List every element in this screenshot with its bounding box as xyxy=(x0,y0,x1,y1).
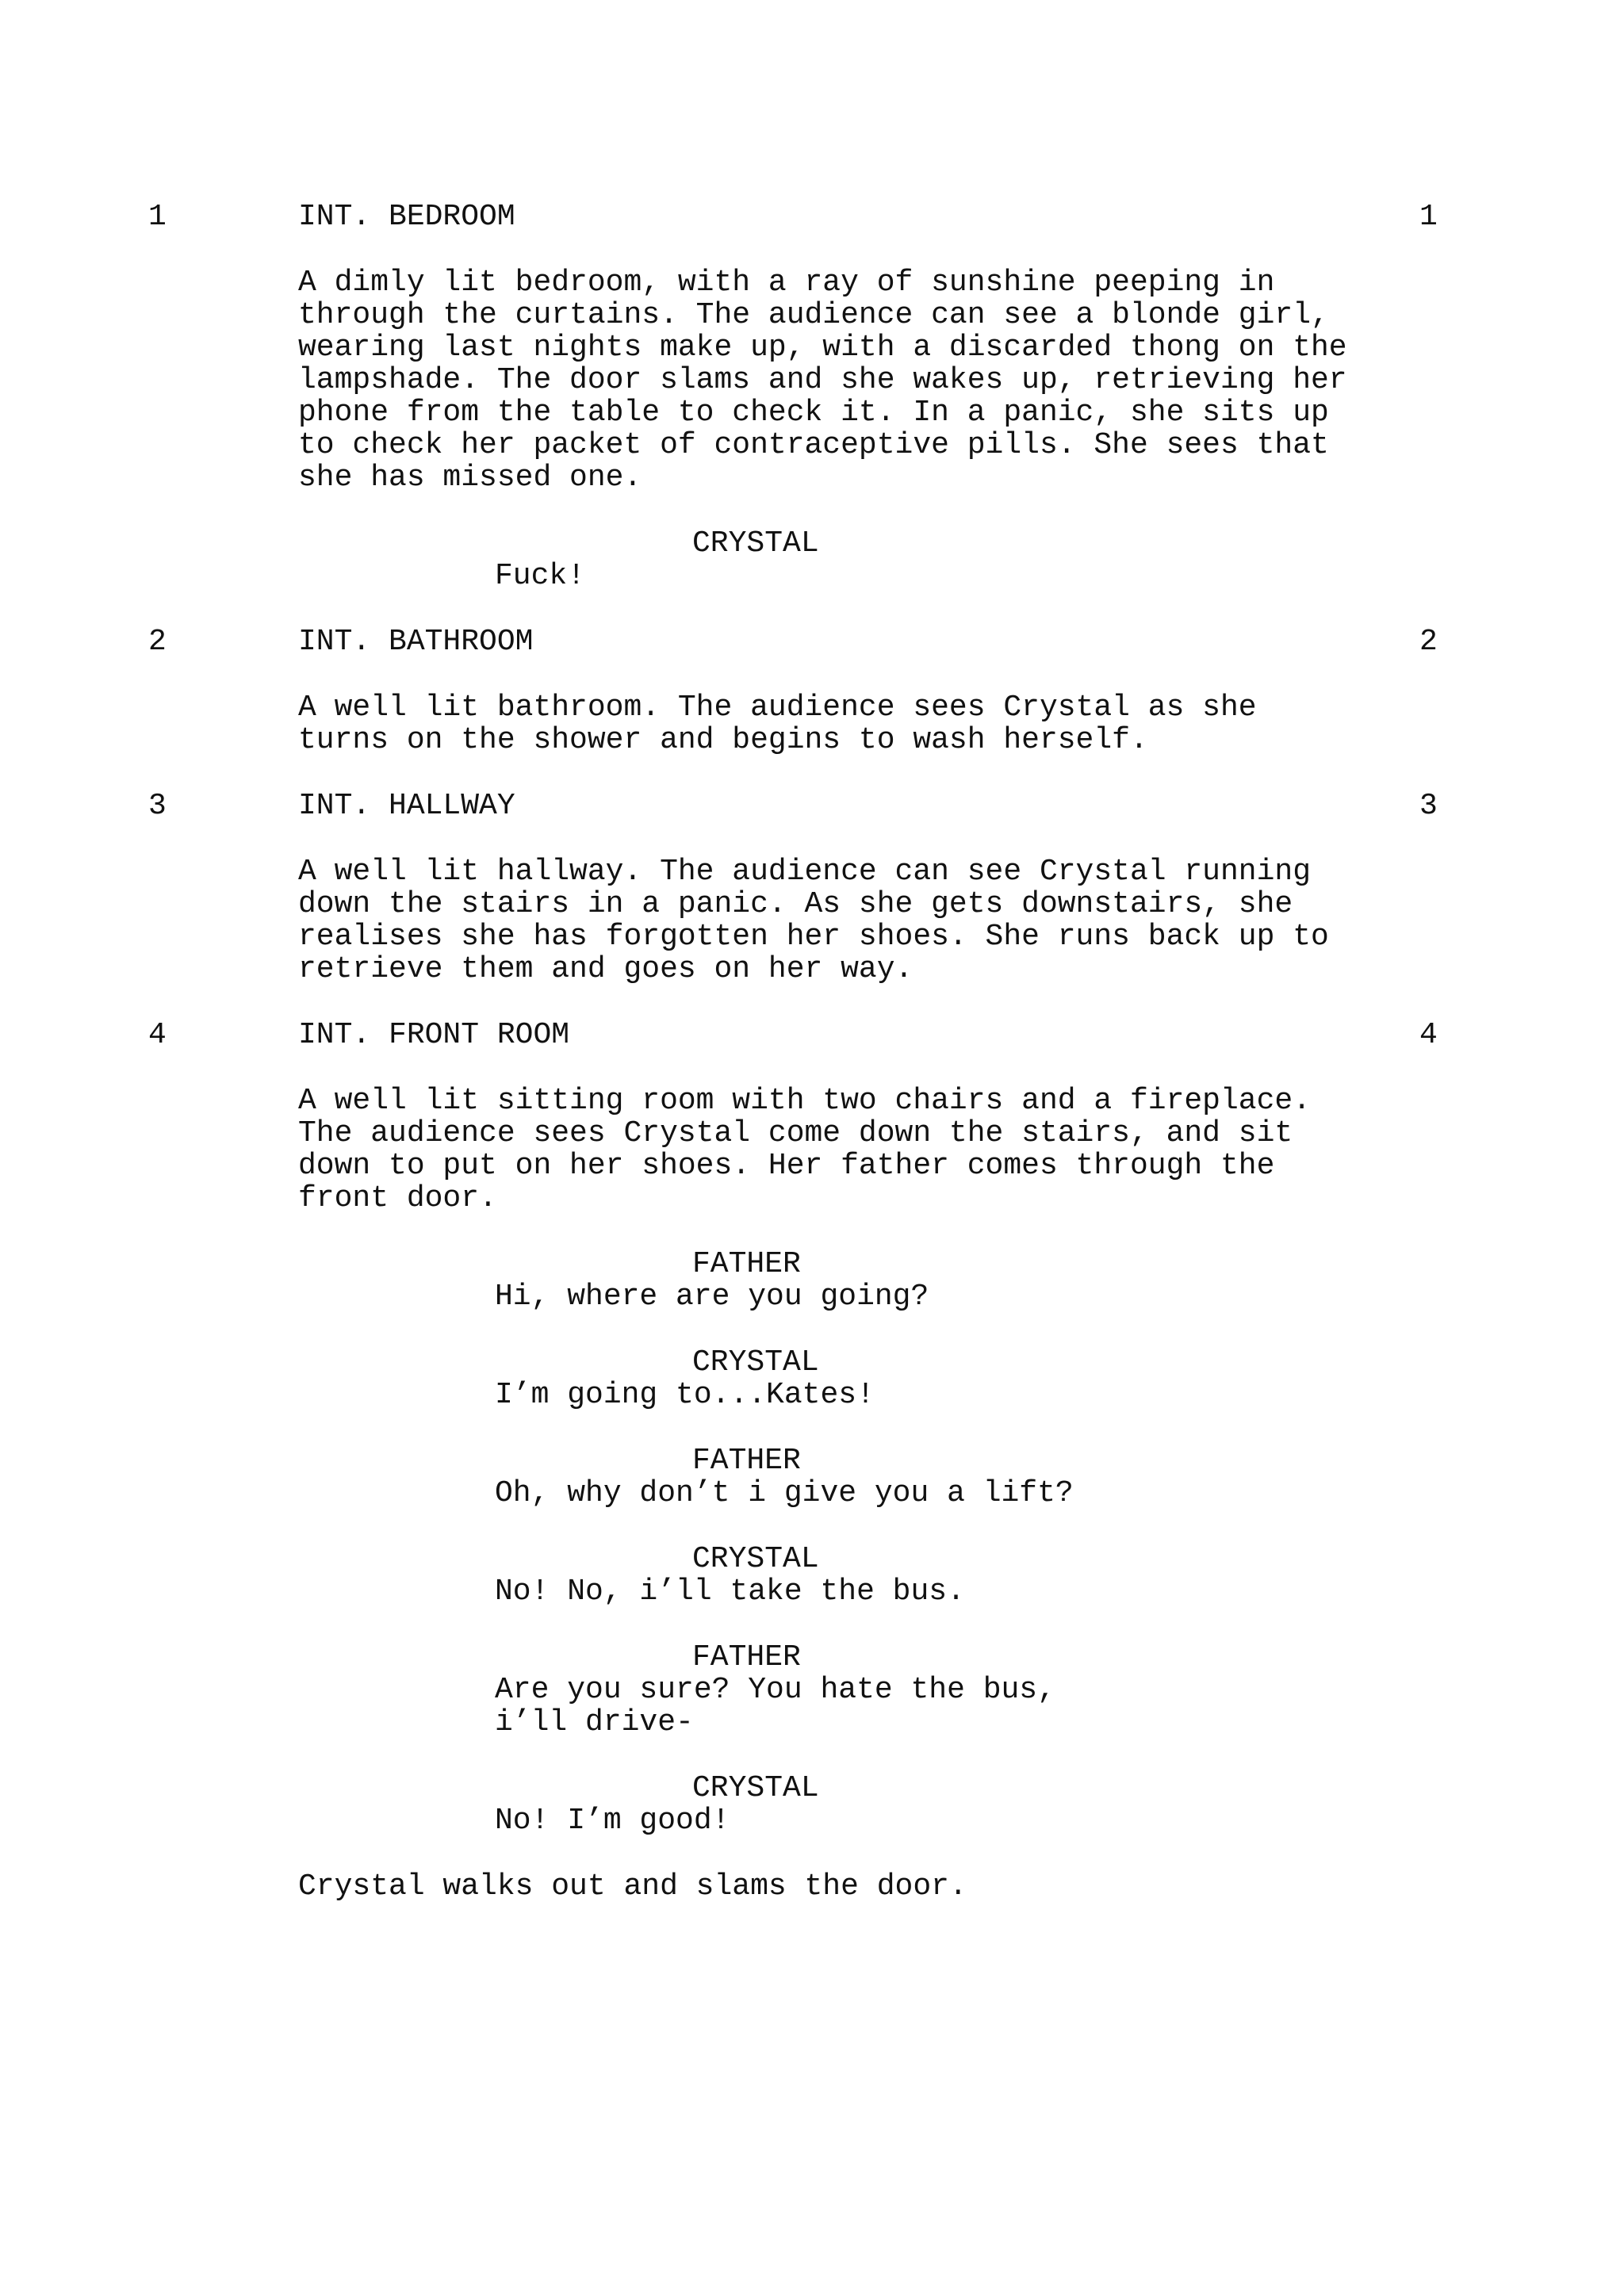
action-line: The audience sees Crystal come down the stairs, and sit xyxy=(298,1116,1293,1150)
action-line: she has missed one. xyxy=(298,461,642,495)
character-name: CRYSTAL xyxy=(692,526,819,561)
scene-number-left: 4 xyxy=(148,1018,167,1052)
action-line: A well lit bathroom. The audience sees Crystal as she xyxy=(298,691,1257,725)
action-line: front door. xyxy=(298,1181,497,1215)
scene-number-left: 1 xyxy=(148,200,167,234)
action-line: lampshade. The door slams and she wakes up, retrieving her xyxy=(298,363,1347,397)
scene-heading: INT. BATHROOM xyxy=(298,625,534,659)
scene-number-left: 3 xyxy=(148,789,167,823)
action-line: turns on the shower and begins to wash herself. xyxy=(298,723,1148,757)
action-line: retrieve them and goes on her way. xyxy=(298,952,914,986)
character-name: FATHER xyxy=(692,1444,801,1478)
action-line: phone from the table to check it. In a panic, she sits up xyxy=(298,396,1329,430)
action-line: realises she has forgotten her shoes. She runs back up to xyxy=(298,920,1329,954)
action-line: down to put on her shoes. Her father comes through the xyxy=(298,1149,1275,1183)
dialogue-line: Oh, why don’t i give you a lift? xyxy=(495,1476,1074,1510)
action-line: A well lit sitting room with two chairs and a fireplace. xyxy=(298,1084,1312,1118)
action-line: through the curtains. The audience can see a blonde girl, xyxy=(298,298,1329,332)
character-name: FATHER xyxy=(692,1640,801,1674)
dialogue-line: i’ll drive- xyxy=(495,1705,694,1739)
character-name: CRYSTAL xyxy=(692,1542,819,1576)
dialogue-line: Hi, where are you going? xyxy=(495,1280,929,1314)
scene-heading: INT. FRONT ROOM xyxy=(298,1018,570,1052)
character-name: FATHER xyxy=(692,1247,801,1281)
scene-number-right: 4 xyxy=(1419,1018,1438,1052)
action-line: A well lit hallway. The audience can see Crystal running xyxy=(298,855,1312,889)
character-name: CRYSTAL xyxy=(692,1771,819,1805)
scene-number-left: 2 xyxy=(148,625,167,659)
scene-number-right: 1 xyxy=(1419,200,1438,234)
scene-heading: INT. BEDROOM xyxy=(298,200,515,234)
character-name: CRYSTAL xyxy=(692,1345,819,1380)
action-line: down the stairs in a panic. As she gets downstairs, she xyxy=(298,887,1293,921)
dialogue-line: No! I’m good! xyxy=(495,1804,730,1838)
scene-number-right: 3 xyxy=(1419,789,1438,823)
dialogue-line: Fuck! xyxy=(495,559,586,593)
dialogue-line: No! No, i’ll take the bus. xyxy=(495,1575,965,1609)
dialogue-line: I’m going to...Kates! xyxy=(495,1378,875,1412)
action-line: Crystal walks out and slams the door. xyxy=(298,1869,967,1904)
action-line: wearing last nights make up, with a discarded thong on the xyxy=(298,331,1347,365)
dialogue-line: Are you sure? You hate the bus, xyxy=(495,1673,1055,1707)
scene-number-right: 2 xyxy=(1419,625,1438,659)
scene-heading: INT. HALLWAY xyxy=(298,789,515,823)
action-line: to check her packet of contraceptive pills. She sees that xyxy=(298,428,1329,462)
action-line: A dimly lit bedroom, with a ray of sunshine peeping in xyxy=(298,266,1275,300)
